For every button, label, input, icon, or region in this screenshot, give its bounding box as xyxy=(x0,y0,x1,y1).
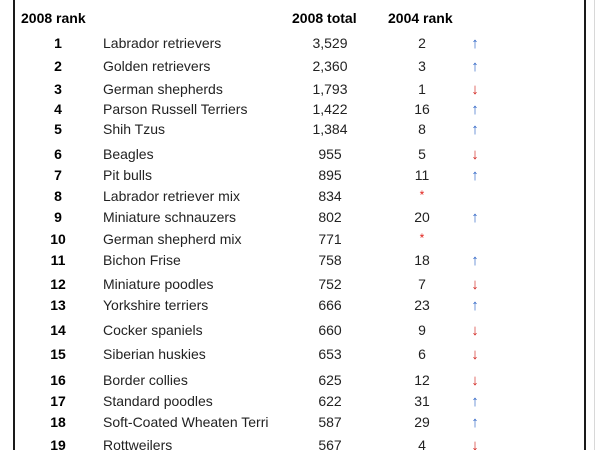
breed-cell: Golden retrievers xyxy=(103,58,211,74)
rank-cell: 18 xyxy=(50,414,66,430)
trend-arrow-icon: ↓ xyxy=(471,146,479,163)
total-cell: 955 xyxy=(318,146,342,162)
total-cell: 758 xyxy=(318,252,342,268)
prev-rank-cell: 9 xyxy=(418,322,426,338)
breed-cell: Shih Tzus xyxy=(103,121,165,137)
table-row xyxy=(15,346,575,366)
table-row xyxy=(15,437,575,450)
prev-rank-cell: 11 xyxy=(414,167,430,183)
rankings-table xyxy=(13,0,586,450)
table-row xyxy=(15,58,575,78)
rank-cell: 6 xyxy=(54,146,62,162)
rank-cell: 3 xyxy=(54,81,62,97)
total-cell: 3,529 xyxy=(312,35,348,51)
total-cell: 834 xyxy=(318,188,342,204)
trend-arrow-icon: ↓ xyxy=(471,346,479,363)
prev-rank-cell: * xyxy=(419,231,425,245)
trend-arrow-icon: ↑ xyxy=(471,297,479,314)
prev-rank-cell: 6 xyxy=(418,346,426,362)
trend-arrow-icon: ↑ xyxy=(471,58,479,75)
rank-cell: 8 xyxy=(54,188,62,204)
table-row xyxy=(15,252,575,272)
prev-rank-cell: 4 xyxy=(418,437,426,450)
table-row xyxy=(15,322,575,342)
prev-rank-cell: 29 xyxy=(414,414,430,430)
total-cell: 587 xyxy=(318,414,342,430)
rank-cell: 7 xyxy=(54,167,62,183)
prev-rank-cell: * xyxy=(419,188,425,202)
rank-cell: 17 xyxy=(50,393,66,409)
prev-rank-cell: 8 xyxy=(418,121,426,137)
rank-cell: 16 xyxy=(50,372,66,388)
table-row xyxy=(15,231,575,251)
prev-rank-cell: 1 xyxy=(418,81,426,97)
breed-cell: Beagles xyxy=(103,146,154,162)
page-edge xyxy=(594,0,600,450)
prev-rank-cell: 23 xyxy=(414,297,430,313)
prev-rank-cell: 20 xyxy=(414,209,430,225)
breed-cell: Yorkshire terriers xyxy=(103,297,209,313)
rank-cell: 15 xyxy=(50,346,66,362)
table-row xyxy=(15,81,575,101)
table-row xyxy=(15,297,575,317)
total-cell: 660 xyxy=(318,322,342,338)
breed-cell: Rottweilers xyxy=(103,437,173,450)
trend-arrow-icon: ↓ xyxy=(471,437,479,450)
total-cell: 1,422 xyxy=(312,101,348,117)
breed-cell: Standard poodles xyxy=(103,393,213,409)
prev-rank-cell: 3 xyxy=(418,58,426,74)
total-cell: 1,384 xyxy=(312,121,348,137)
table-row xyxy=(15,35,575,55)
total-cell: 1,793 xyxy=(312,81,348,97)
table-row xyxy=(15,167,575,187)
total-cell: 666 xyxy=(318,297,342,313)
header-2008-rank: 2008 rank xyxy=(21,10,86,26)
breed-cell: Soft-Coated Wheaten Terri xyxy=(103,414,269,430)
breed-cell: Bichon Frise xyxy=(103,252,181,268)
total-cell: 653 xyxy=(318,346,342,362)
breed-cell: Miniature poodles xyxy=(103,276,214,292)
prev-rank-cell: 5 xyxy=(418,146,426,162)
rank-cell: 11 xyxy=(50,252,66,268)
trend-arrow-icon: ↓ xyxy=(471,276,479,293)
breed-cell: Parson Russell Terriers xyxy=(103,101,248,117)
trend-arrow-icon: ↓ xyxy=(471,81,479,98)
total-cell: 567 xyxy=(318,437,342,450)
table-row xyxy=(15,393,575,413)
trend-arrow-icon: ↑ xyxy=(471,121,479,138)
table-row xyxy=(15,146,575,166)
total-cell: 771 xyxy=(318,231,342,247)
total-cell: 625 xyxy=(318,372,342,388)
rank-cell: 13 xyxy=(50,297,66,313)
table-row xyxy=(15,188,575,208)
breed-cell: Border collies xyxy=(103,372,188,388)
breed-cell: Siberian huskies xyxy=(103,346,206,362)
breed-cell: Cocker spaniels xyxy=(103,322,203,338)
rank-cell: 12 xyxy=(50,276,66,292)
table-row xyxy=(15,372,575,392)
total-cell: 802 xyxy=(318,209,342,225)
table-row xyxy=(15,121,575,141)
trend-arrow-icon: ↑ xyxy=(471,393,479,410)
rank-cell: 5 xyxy=(54,121,62,137)
rank-cell: 19 xyxy=(50,437,66,450)
total-cell: 622 xyxy=(318,393,342,409)
prev-rank-cell: 16 xyxy=(414,101,430,117)
rank-cell: 14 xyxy=(50,322,66,338)
table-row xyxy=(15,276,575,296)
table-row xyxy=(15,414,575,434)
breed-cell: German shepherd mix xyxy=(103,231,242,247)
breed-cell: Labrador retrievers xyxy=(103,35,222,51)
breed-cell: German shepherds xyxy=(103,81,223,97)
rank-cell: 2 xyxy=(54,58,62,74)
header-2008-total: 2008 total xyxy=(292,10,357,26)
prev-rank-cell: 7 xyxy=(418,276,426,292)
total-cell: 895 xyxy=(318,167,342,183)
table-row xyxy=(15,209,575,229)
breed-cell: Labrador retriever mix xyxy=(103,188,240,204)
trend-arrow-icon: ↑ xyxy=(471,101,479,118)
prev-rank-cell: 31 xyxy=(414,393,430,409)
trend-arrow-icon: ↑ xyxy=(471,209,479,226)
trend-arrow-icon: ↑ xyxy=(471,167,479,184)
table-row xyxy=(15,101,575,121)
trend-arrow-icon: ↑ xyxy=(471,35,479,52)
trend-arrow-icon: ↓ xyxy=(471,322,479,339)
rank-cell: 10 xyxy=(50,231,66,247)
breed-cell: Pit bulls xyxy=(103,167,153,183)
rank-cell: 4 xyxy=(54,101,62,117)
breed-cell: Miniature schnauzers xyxy=(103,209,237,225)
rank-cell: 1 xyxy=(54,35,62,51)
header-2004-rank: 2004 rank xyxy=(388,10,453,26)
total-cell: 752 xyxy=(318,276,342,292)
prev-rank-cell: 18 xyxy=(414,252,430,268)
trend-arrow-icon: ↑ xyxy=(471,414,479,431)
total-cell: 2,360 xyxy=(312,58,348,74)
rank-cell: 9 xyxy=(54,209,62,225)
prev-rank-cell: 2 xyxy=(418,35,426,51)
trend-arrow-icon: ↑ xyxy=(471,252,479,269)
trend-arrow-icon: ↓ xyxy=(471,372,479,389)
prev-rank-cell: 12 xyxy=(414,372,430,388)
